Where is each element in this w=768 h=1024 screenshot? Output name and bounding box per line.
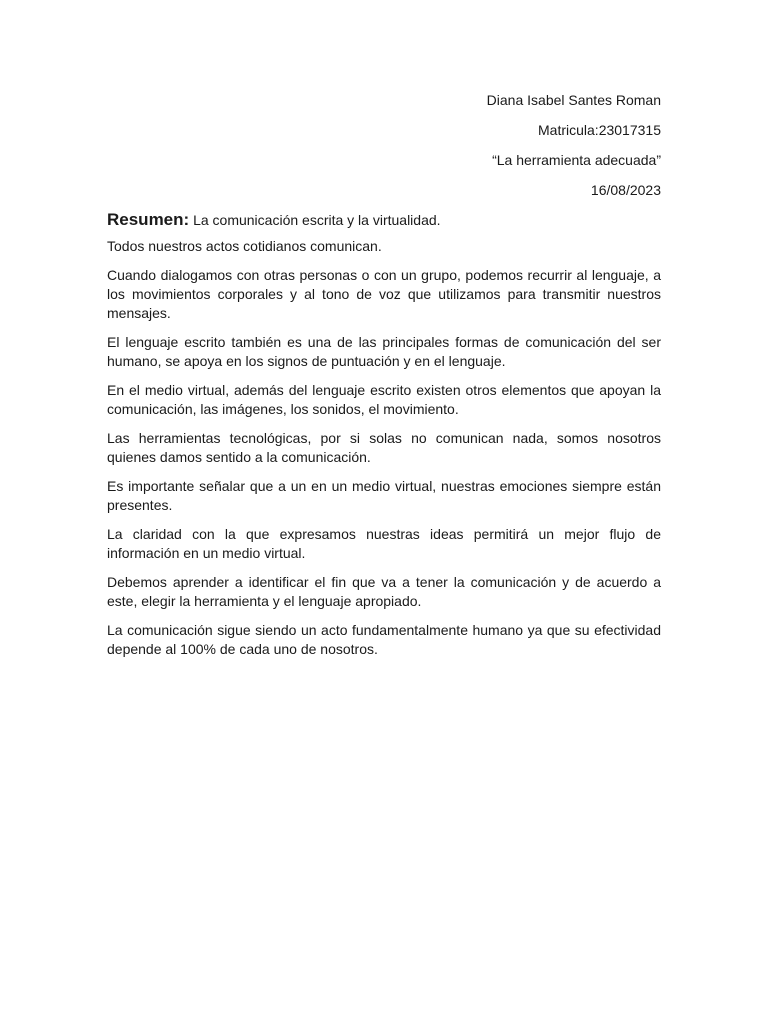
paragraph: Es importante señalar que a un en un medio virtual, nuestras emociones siempre están presentes. xyxy=(107,478,661,513)
summary-line xyxy=(107,209,661,231)
paragraph: Las herramientas tecnológicas, por si solas no comunican nada, somos nosotros quienes damos sentido a la comunicación. xyxy=(107,430,661,465)
paragraph: Cuando dialogamos con otras personas o con un grupo, podemos recurrir al lenguaje, a los movimientos corporales y al tono de voz que utilizamos para transmitir nuestros mensajes. xyxy=(107,267,661,321)
paragraph: La claridad con la que expresamos nuestras ideas permitirá un mejor flujo de información en un medio virtual. xyxy=(107,526,661,561)
paragraph: Debemos aprender a identificar el fin que va a tener la comunicación y de acuerdo a este, elegir la herramienta y el lenguaje apropiado. xyxy=(107,574,661,609)
document-body xyxy=(107,209,661,669)
document-header xyxy=(487,91,661,211)
student-id: Matricula:23017315 xyxy=(538,122,661,138)
summary-subtitle: La comunicación escrita y la virtualidad. xyxy=(193,212,441,228)
document-date: 16/08/2023 xyxy=(590,182,661,198)
paragraph: Todos nuestros actos cotidianos comunican. xyxy=(107,238,382,254)
summary-heading: Resumen: xyxy=(107,210,190,229)
author-name: Diana Isabel Santes Roman xyxy=(486,92,661,108)
paragraph: En el medio virtual, además del lenguaje escrito existen otros elementos que apoyan la comunicación, las imágenes, los sonidos, el movimiento. xyxy=(107,382,661,417)
paragraph: El lenguaje escrito también es una de las principales formas de comunicación del ser humano, se apoya en los signos de puntuación y en el lenguaje. xyxy=(107,334,661,369)
document-title: “La herramienta adecuada” xyxy=(492,152,661,168)
paragraph: La comunicación sigue siendo un acto fundamentalmente humano ya que su efectividad depende al 100% de cada uno de nosotros. xyxy=(107,622,661,657)
